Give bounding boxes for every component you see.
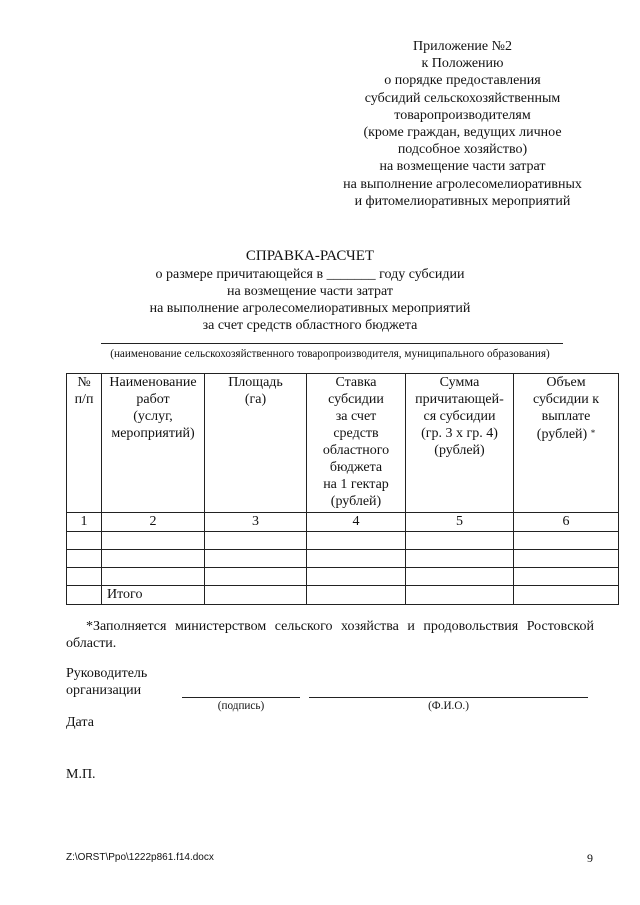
annex-line: о порядке предоставления <box>384 73 541 89</box>
calculation-table <box>66 373 619 605</box>
table-header-row <box>67 374 619 513</box>
column-number: 4 <box>307 513 406 532</box>
signer-label: Руководитель организации <box>66 666 148 698</box>
signature-line <box>182 697 300 698</box>
annex-line: к Положению <box>421 56 504 72</box>
document-title: СПРАВКА-РАСЧЕТ <box>245 248 375 264</box>
document-title-block <box>90 247 530 334</box>
table-row-empty <box>67 550 619 568</box>
column-number: 3 <box>205 513 307 532</box>
date-label: Дата <box>66 715 94 730</box>
table-row-column-numbers <box>67 513 619 532</box>
footnote-star: * <box>590 428 596 438</box>
column-number: 2 <box>102 513 205 532</box>
annex-line: (кроме граждан, ведущих личное <box>363 125 562 141</box>
annex-line: и фитомелиоративных мероприятий <box>354 193 571 209</box>
annex-line: на возмещение части затрат <box>379 159 546 175</box>
header-cell-number: № п/п <box>67 374 102 513</box>
table-row-total <box>67 586 619 605</box>
table-row-empty <box>67 568 619 586</box>
producer-name-caption: (наименование сельскохозяйственного товаропроизводителя, муниципального образования) <box>110 348 550 360</box>
total-label: Итого <box>102 586 205 605</box>
header-cell-rate: Ставка субсидии за счет средств областного бюджета на 1 гектар (рублей) <box>307 374 406 513</box>
signature-caption: (подпись) <box>217 700 265 712</box>
annex-header <box>290 38 635 210</box>
column-number: 6 <box>514 513 619 532</box>
footnote-text: *Заполняется министерством сельского хозяйства и продовольствия Ростовской области. <box>66 619 594 651</box>
page-number: 9 <box>587 851 593 865</box>
header-cell-area: Площадь (га) <box>205 374 307 513</box>
full-name-line <box>309 697 588 698</box>
producer-name-line <box>101 343 563 344</box>
table-row-empty <box>67 532 619 550</box>
column-number: 5 <box>406 513 514 532</box>
annex-line: субсидий сельскохозяйственным <box>364 90 561 106</box>
column-number: 1 <box>67 513 102 532</box>
header-cell-payout: Объем субсидии к выплате (рублей) * <box>514 374 619 513</box>
title-line: за счет средств областного бюджета <box>202 318 418 333</box>
annex-line: подсобное хозяйство) <box>397 142 528 158</box>
header-cell-amount: Сумма причитающей- ся субсидии (гр. 3 х гр. 4) (рублей) <box>406 374 514 513</box>
annex-line: товаропроизводителям <box>394 107 531 123</box>
full-name-caption: (Ф.И.О.) <box>428 700 469 712</box>
annex-line: на выполнение агролесомелиоративных <box>343 176 582 192</box>
title-line: на выполнение агролесомелиоративных мероприятий <box>149 301 471 316</box>
footer-file-path: Z:\ORST\Ppo\1222p861.f14.docx <box>66 852 214 863</box>
header-cell-works: Наименование работ (услуг, мероприятий) <box>102 374 205 513</box>
annex-line: Приложение №2 <box>413 39 512 54</box>
title-line: о размере причитающейся в _______ году субсидии <box>155 267 465 282</box>
stamp-label: М.П. <box>66 767 96 782</box>
title-line: на возмещение части затрат <box>226 284 394 299</box>
